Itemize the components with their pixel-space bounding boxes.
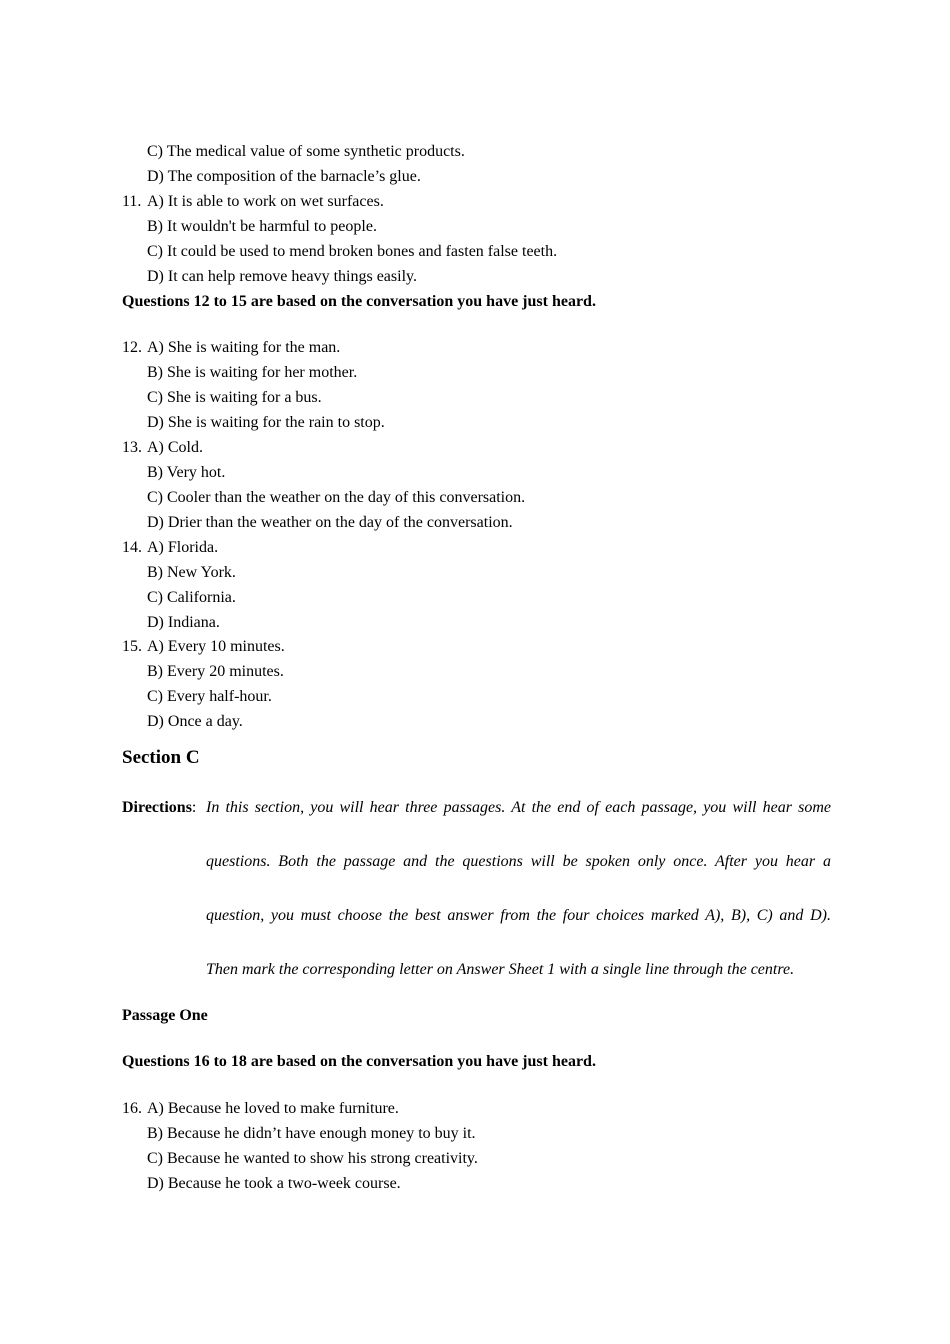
q16-option-b: B) Because he didn’t have enough money to buy it. bbox=[147, 1125, 476, 1142]
q14-number: 14. bbox=[122, 539, 142, 556]
q14-option-d: D) Indiana. bbox=[147, 614, 220, 631]
q12-number: 12. bbox=[122, 339, 142, 356]
q15-number: 15. bbox=[122, 638, 142, 655]
q11-option-d: D) It can help remove heavy things easily. bbox=[147, 268, 417, 285]
q11-option-b: B) It wouldn't be harmful to people. bbox=[147, 218, 377, 235]
passage-one-title: Passage One bbox=[122, 1007, 208, 1024]
instruction-16-18: Questions 16 to 18 are based on the conversation you have just heard. bbox=[122, 1053, 596, 1070]
q13-option-a: A) Cold. bbox=[147, 439, 203, 456]
q16-number: 16. bbox=[122, 1100, 142, 1117]
directions-label: Directions bbox=[122, 799, 192, 816]
directions-line-2: questions. Both the passage and the questions will be spoken only once. After you hear a bbox=[206, 853, 831, 870]
directions-line-4: Then mark the corresponding letter on Answer Sheet 1 with a single line through the centre. bbox=[206, 961, 795, 978]
q16-option-d: D) Because he took a two-week course. bbox=[147, 1175, 401, 1192]
q10-option-c: C) The medical value of some synthetic products. bbox=[147, 143, 465, 160]
directions-line-1: In this section, you will hear three passages. At the end of each passage, you will hear some bbox=[206, 799, 831, 816]
q13-option-d: D) Drier than the weather on the day of the conversation. bbox=[147, 514, 513, 531]
q15-option-b: B) Every 20 minutes. bbox=[147, 663, 284, 680]
q14-option-a: A) Florida. bbox=[147, 539, 219, 556]
q15-option-c: C) Every half-hour. bbox=[147, 688, 272, 705]
q13-option-b: B) Very hot. bbox=[147, 464, 226, 481]
q14-option-b: B) New York. bbox=[147, 564, 236, 581]
q16-option-c: C) Because he wanted to show his strong creativity. bbox=[147, 1150, 478, 1167]
q12-option-b: B) She is waiting for her mother. bbox=[147, 364, 358, 381]
directions-line-3: question, you must choose the best answer from the four choices marked A), B), C) and D). bbox=[206, 907, 831, 924]
q11-option-c: C) It could be used to mend broken bones and fasten false teeth. bbox=[147, 243, 558, 260]
q16-option-a: A) Because he loved to make furniture. bbox=[147, 1100, 399, 1117]
q15-option-a: A) Every 10 minutes. bbox=[147, 638, 285, 655]
q13-option-c: C) Cooler than the weather on the day of this conversation. bbox=[147, 489, 526, 506]
q10-option-d: D) The composition of the barnacle’s glue. bbox=[147, 168, 421, 185]
q12-option-c: C) She is waiting for a bus. bbox=[147, 389, 322, 406]
q15-option-d: D) Once a day. bbox=[147, 713, 243, 730]
section-c-title: Section C bbox=[122, 747, 200, 768]
directions-colon: : bbox=[191, 799, 197, 816]
q14-option-c: C) California. bbox=[147, 589, 236, 606]
q11-option-a: A) It is able to work on wet surfaces. bbox=[147, 193, 384, 210]
q12-option-a: A) She is waiting for the man. bbox=[147, 339, 341, 356]
q11-number: 11. bbox=[122, 193, 142, 210]
q12-option-d: D) She is waiting for the rain to stop. bbox=[147, 414, 385, 431]
directions-label-wrap bbox=[122, 798, 196, 818]
q13-number: 13. bbox=[122, 439, 142, 456]
instruction-12-15: Questions 12 to 15 are based on the conversation you have just heard. bbox=[122, 293, 596, 310]
